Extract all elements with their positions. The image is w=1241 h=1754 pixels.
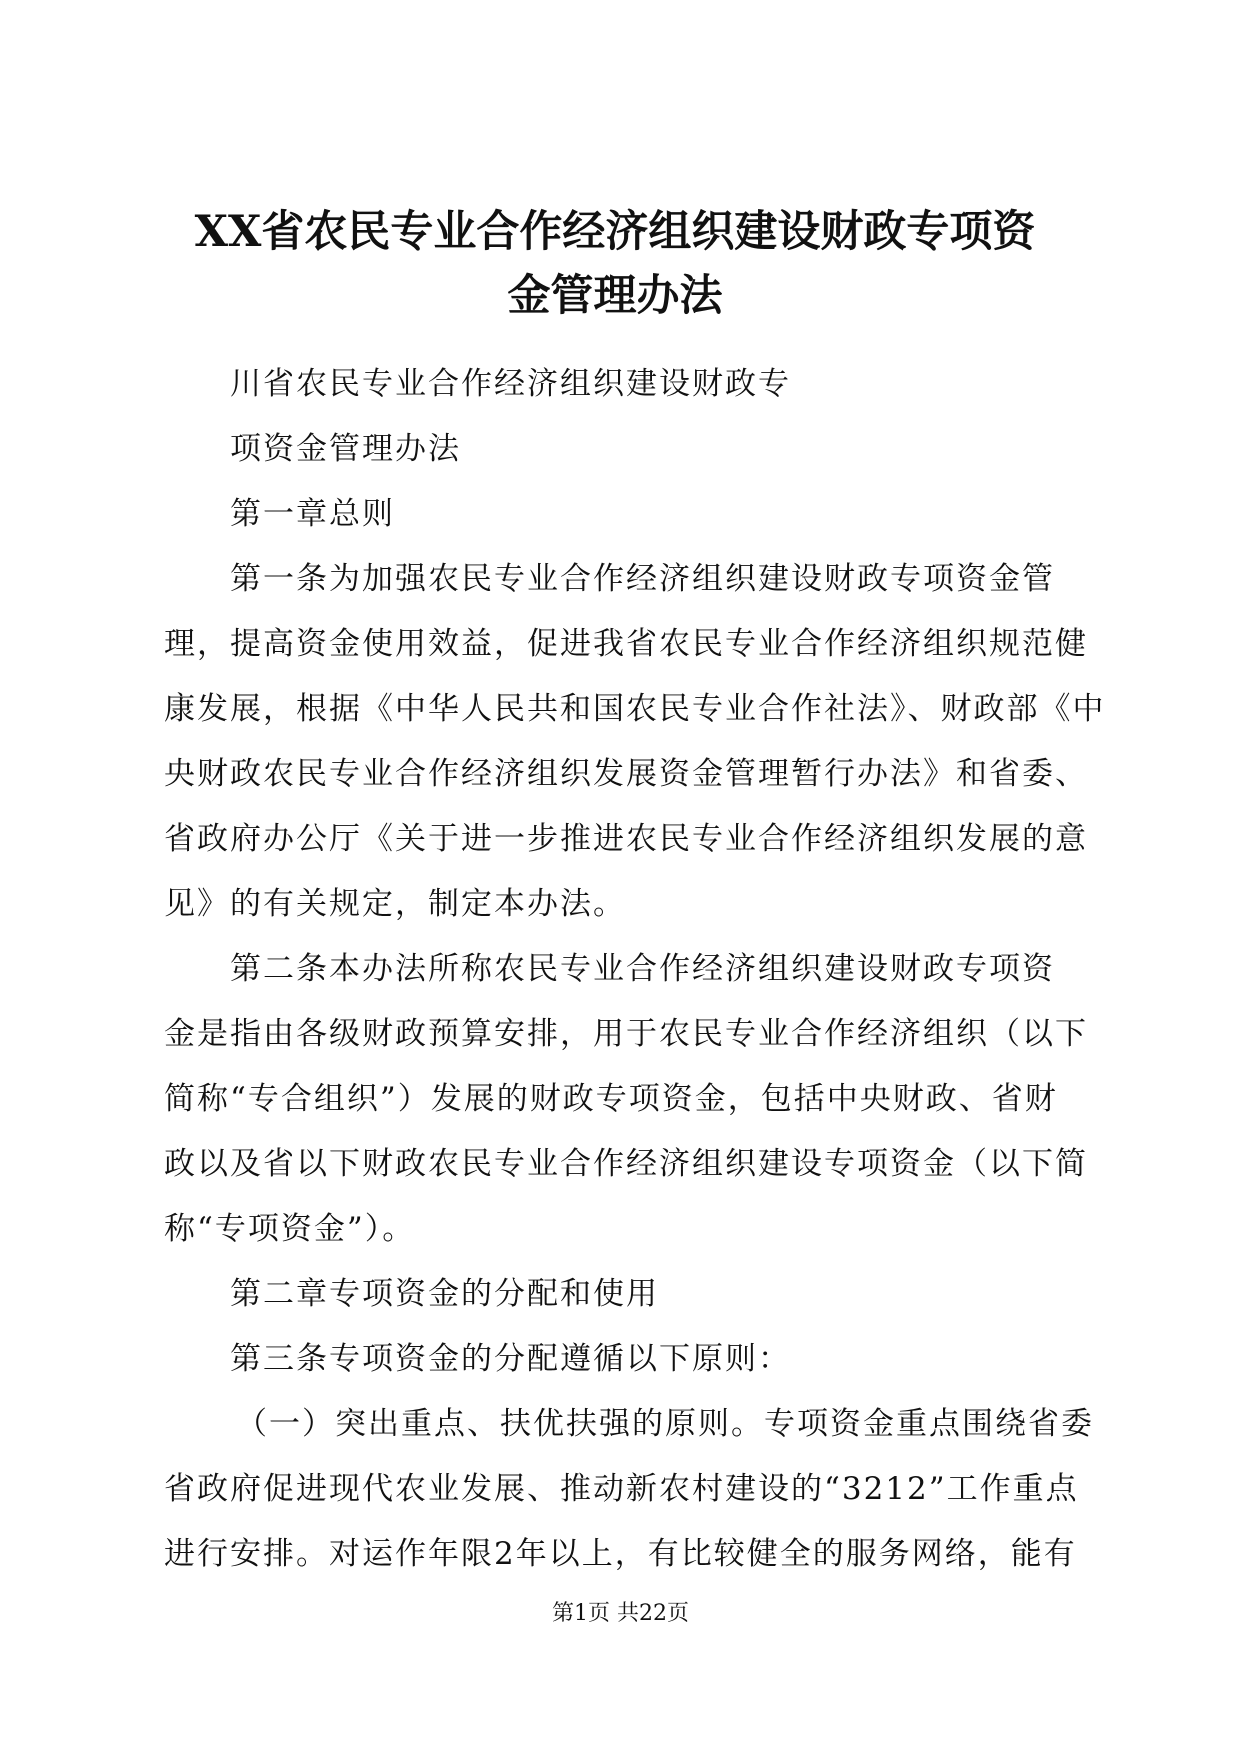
title-line-2: 金管理办法	[507, 271, 723, 321]
body-line-1: 川省农民专业合作经济组织建设财政专	[230, 366, 791, 402]
document-title	[150, 200, 1080, 328]
article-1-line-4: 央财政农民专业合作经济组织发展资金管理暂行办法》和省委、	[164, 756, 1088, 792]
article-1-line-1: 第一条为加强农民专业合作经济组织建设财政专项资金管	[230, 561, 1055, 597]
article-3-item-1-line-2: 省政府促进现代农业发展、推动新农村建设的“3212”工作重点	[164, 1471, 1079, 1507]
article-1-line-6: 见》的有关规定，制定本办法。	[164, 886, 626, 922]
article-1-line-5: 省政府办公厅《关于进一步推进农民专业合作经济组织发展的意	[164, 821, 1088, 857]
article-2-line-4: 政以及省以下财政农民专业合作经济组织建设专项资金（以下简	[164, 1146, 1088, 1182]
article-3-line-1: 第三条专项资金的分配遵循以下原则：	[230, 1341, 791, 1377]
article-1-line-3: 康发展，根据《中华人民共和国农民专业合作社法》、财政部《中	[164, 691, 1106, 727]
article-2-line-3: 简称“专合组织”）发展的财政专项资金，包括中央财政、省财	[164, 1081, 1058, 1117]
article-2-line-2: 金是指由各级财政预算安排，用于农民专业合作经济组织（以下	[164, 1016, 1088, 1052]
document-body	[164, 352, 1106, 1587]
page-footer: 第1页 共22页	[552, 1601, 689, 1626]
article-1-line-2: 理，提高资金使用效益，促进我省农民专业合作经济组织规范健	[164, 626, 1088, 662]
article-2-line-5: 称“专项资金”）。	[164, 1211, 416, 1247]
article-3-item-1-line-1: （一）突出重点、扶优扶强的原则。专项资金重点围绕省委	[236, 1406, 1094, 1442]
article-2-line-1: 第二条本办法所称农民专业合作经济组织建设财政专项资	[230, 951, 1055, 987]
chapter-heading-1: 第一章总则	[230, 496, 395, 532]
body-line-2: 项资金管理办法	[230, 431, 461, 467]
title-line-1: XX省农民专业合作经济组织建设财政专项资	[194, 207, 1036, 257]
chapter-heading-2: 第二章专项资金的分配和使用	[230, 1276, 659, 1312]
article-3-item-1-line-3: 进行安排。对运作年限2年以上，有比较健全的服务网络，能有	[164, 1536, 1077, 1572]
